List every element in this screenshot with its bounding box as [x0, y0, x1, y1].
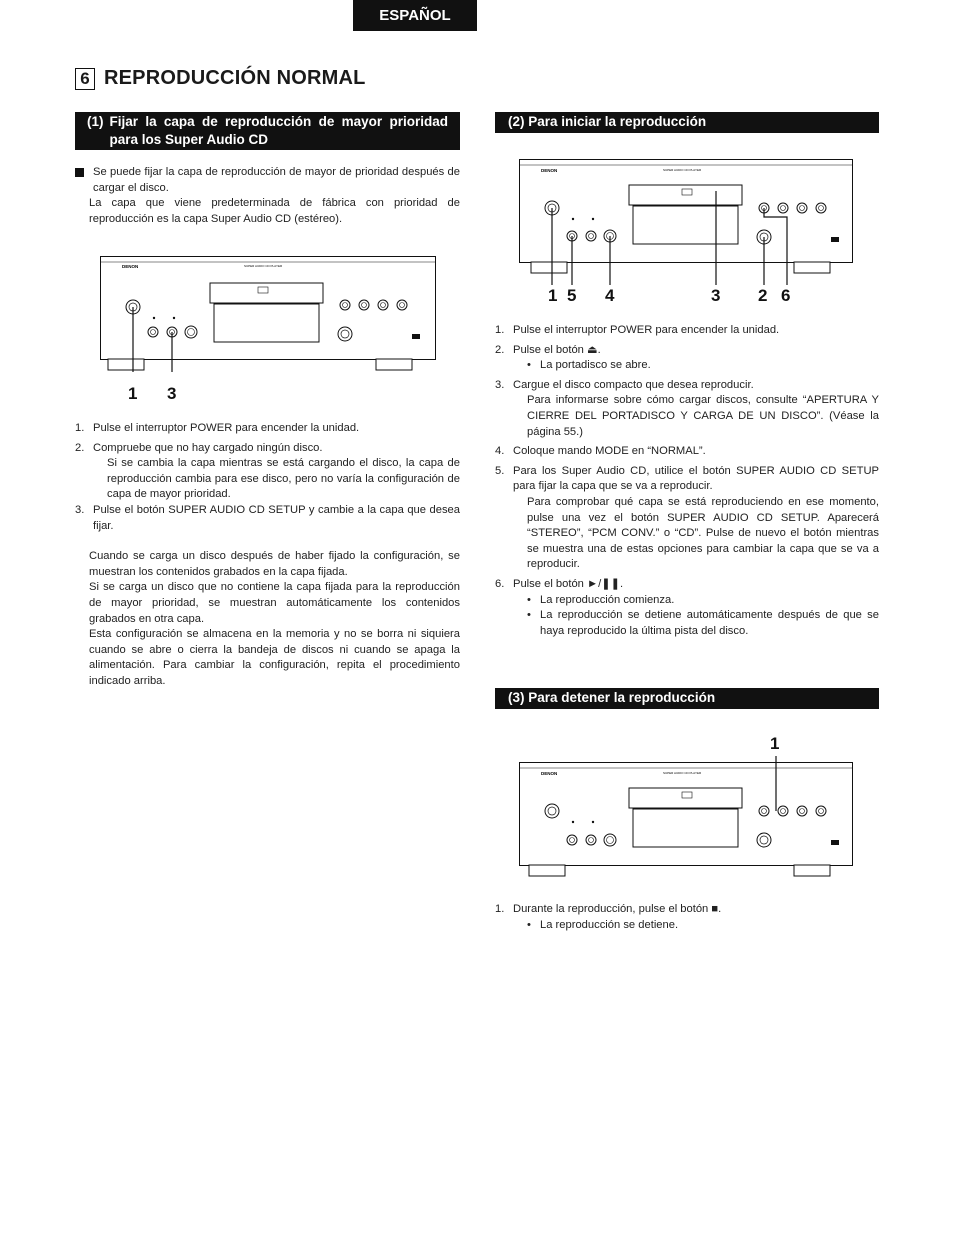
svg-text:SUPER AUDIO CD PLAYER: SUPER AUDIO CD PLAYER [244, 264, 283, 268]
square-bullet-icon [75, 168, 84, 177]
left-note-3: Esta configuración se almacena en la memoria y no se borra ni siquiera cuando se abre o cierra la bandeja de discos ni cuando se apaga la alimentación. Para cambiar la configuración, repita el procedimiento indicado arriba. [89, 628, 460, 687]
callout-setup: 3 [167, 384, 177, 403]
callout-tray: 3 [711, 286, 721, 305]
device-illustration-2 [519, 159, 855, 285]
callout-power-2: 1 [548, 286, 558, 305]
left-step-3: 3. Pulse el botón SUPER AUDIO CD SETUP y cambie a la capa que desea fijar. [75, 503, 460, 532]
device-illustration-3 [519, 752, 855, 880]
left-step-1: 1. Pulse el interruptor POWER para encender la unidad. [75, 422, 360, 434]
right-step-3-note: Para informarse sobre cómo cargar discos, consulte “APERTURA Y CIERRE DEL PORTADISCO Y CARGA DE UN DISCO”. (Véase la página 55.) [527, 394, 879, 438]
section-number: 6 [75, 68, 95, 90]
device-illustration-1 [100, 256, 436, 372]
right-step-5-note: Para comprobar qué capa se está reproduciendo en ese momento, pulse una vez el botón SUPER AUDIO CD SETUP. Aparecerá “STEREO”, “PCM CONV.” o “CD”. Pulse de nuevo el botón mientras se muestra una de estas opciones para cambiar la capa que se va a reproducir. [527, 495, 879, 571]
left-note-1: Cuando se carga un disco después de haber fijado la configuración, se muestran los contenidos grabados en la capa fijada. [89, 550, 460, 578]
stop-steps-list [495, 902, 879, 933]
heading-text: Fijar la capa de reproducción de mayor prioridad para los Super Audio CD [109, 114, 448, 147]
callout-power: 1 [128, 384, 138, 403]
right-step-4: 4. Coloque mando MODE en “NORMAL”. [495, 445, 706, 458]
svg-text:SUPER AUDIO CD PLAYER: SUPER AUDIO CD PLAYER [663, 771, 702, 775]
stop-step-1: 1. Durante la reproducción, pulse el botón ■. • La reproducción se detiene. [495, 902, 879, 933]
callout-setup-2: 5 [567, 286, 577, 305]
svg-text:SUPER AUDIO CD PLAYER: SUPER AUDIO CD PLAYER [663, 168, 702, 172]
intro-paragraph-2: La capa que viene predeterminada de fábrica con prioridad de reproducción es la capa Super Audio CD (estéreo). [89, 197, 460, 225]
left-steps-list [75, 421, 460, 534]
right-steps-block [495, 323, 879, 639]
heading-start-playback: (2) Para iniciar la reproducción [495, 112, 879, 133]
right-step-5: 5. Para los Super Audio CD, utilice el botón SUPER AUDIO CD SETUP para fijar la capa que se va a reproducir. Para comprobar qué capa se está reproduciendo en ese momento, pulse una vez el botón SUPER AUDIO CD SETUP. Aparecerá “STEREO”, “PCM CONV.” o “CD”. Pulse de nuevo el botón mientras se muestra una de estas opciones para cambiar la capa que se va a reproducir. [495, 464, 879, 573]
stop-step-1-bullet: • La reproducción se detiene. [527, 918, 879, 934]
intro-block [75, 165, 460, 227]
left-steps-block [75, 421, 460, 690]
intro-paragraph-1 [75, 165, 460, 196]
heading-stop-playback: (3) Para detener la reproducción [495, 688, 879, 709]
svg-text:DENON: DENON [122, 264, 139, 269]
right-step-6-bullet-2: • La reproducción se detiene automáticamente después de que se haya reproducido la última pista del disco. [527, 608, 879, 639]
stop-steps-block [495, 902, 879, 933]
language-tab: ESPAÑOL [353, 0, 477, 31]
svg-text:DENON: DENON [541, 168, 558, 173]
right-step-6: 6. Pulse el botón ►/❚❚. • La reproducción comienza. • La reproducción se detiene automáticamente después de que se haya reproducido la última pista del disco. [495, 577, 879, 639]
callout-mode: 4 [605, 286, 615, 305]
callout-play: 6 [781, 286, 791, 305]
right-step-6-bullet-1: • La reproducción comienza. [527, 593, 879, 609]
callout-eject: 2 [758, 286, 768, 305]
heading-fix-priority-layer [75, 112, 460, 150]
right-step-2: 2. Pulse el botón ⏏. • La portadisco se abre. [495, 343, 879, 374]
right-step-2-bullet: • La portadisco se abre. [527, 358, 879, 374]
left-step-2: 2. Compruebe que no hay cargado ningún disco. Si se cambia la capa mientras se está cargando el disco, la capa de reproducción cambia para ese disco, pero no varía la configuración de capa de mayor prioridad. [75, 441, 460, 503]
heading-number: (1) [87, 114, 104, 129]
callout-stop: 1 [770, 734, 780, 753]
intro-text-1: Se puede fijar la capa de reproducción de mayor de prioridad después de cargar el disco. [93, 166, 460, 194]
right-step-3: 3. Cargue el disco compacto que desea reproducir. Para informarse sobre cómo cargar discos, consulte “APERTURA Y CIERRE DEL PORTADISCO Y CARGA DE UN DISCO”. (Véase la página 55.) [495, 378, 879, 440]
right-step-1: 1. Pulse el interruptor POWER para encender la unidad. [495, 324, 780, 336]
left-note-2: Si se carga un disco que no contiene la capa fijada para la reproducción de mayor prioridad, se muestran automáticamente los contenidos grabados en otra capa. [89, 581, 460, 625]
section-title-text: REPRODUCCIÓN NORMAL [104, 67, 366, 89]
svg-text:DENON: DENON [541, 771, 558, 776]
left-step-2-note: Si se cambia la capa mientras se está cargando el disco, la capa de reproducción cambia para ese disco, pero no varía la configuración de capa de mayor prioridad. [107, 457, 460, 501]
section-title [75, 67, 366, 90]
right-steps-list [495, 323, 879, 639]
left-notes [75, 549, 460, 689]
